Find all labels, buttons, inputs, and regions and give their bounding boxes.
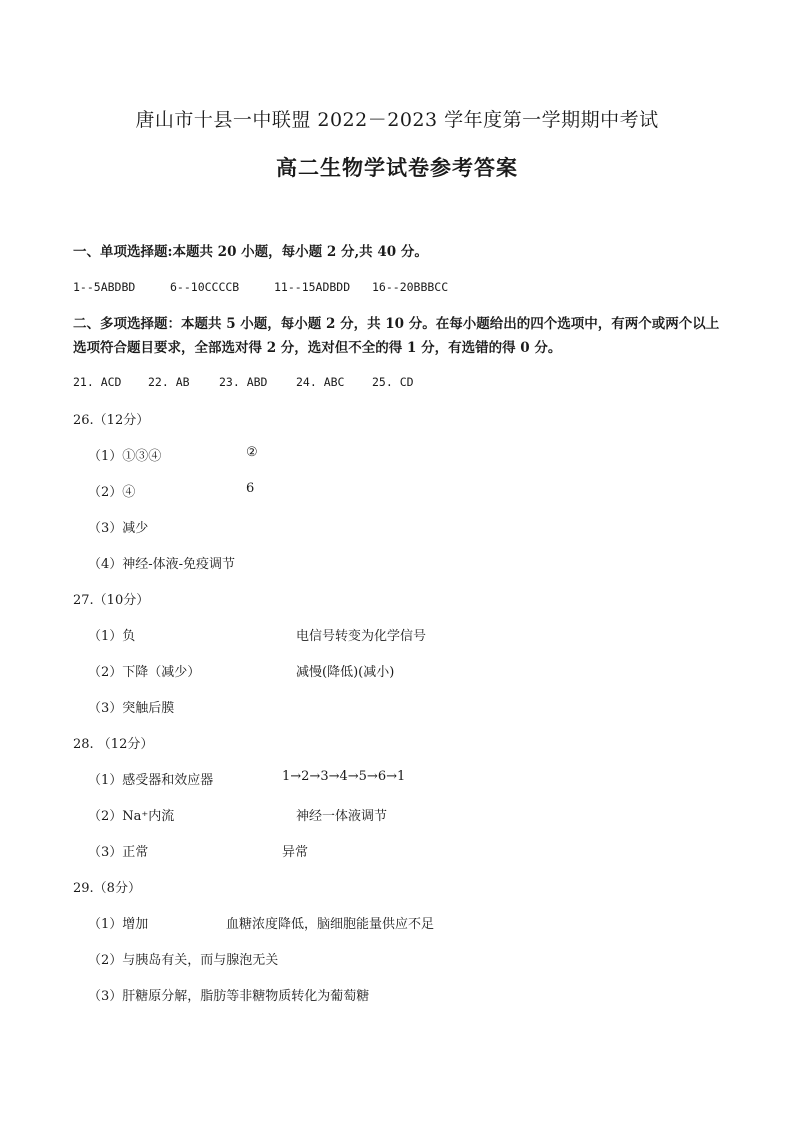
section2-answer: 24. ABC <box>296 375 345 389</box>
q28-answer-label: （1）感受器和效应器 <box>88 773 214 788</box>
q27-answer-right: 电信号转变为化学信号 <box>296 629 427 644</box>
section2-answer: 21. ACD <box>73 375 122 389</box>
q28-answer-right: 异常 <box>282 845 309 860</box>
question-28-heading: 28. （12分） <box>73 737 154 752</box>
question-26-heading: 26.（12分） <box>73 413 150 428</box>
section1-answer: 11--15ADBDD <box>274 280 351 294</box>
q29-answer-right: 血糖浓度降低，脑细胞能量供应不足 <box>226 917 435 932</box>
q26-answer-right: ② <box>246 445 258 460</box>
q26-answer-label: （4）神经-体液-免疫调节 <box>88 557 236 572</box>
q27-answer-label: （3）突触后膜 <box>88 701 175 716</box>
section1-heading: 一、单项选择题:本题共 20 小题，每小题 2 分,共 40 分。 <box>73 244 428 260</box>
answer-key-title: 高二生物学试卷参考答案 <box>276 155 518 180</box>
q26-answer-right: 6 <box>246 481 255 496</box>
q27-answer-label: （2）下降（减少） <box>88 665 201 680</box>
section2-answer: 23. ABD <box>219 375 268 389</box>
section2-answer: 25. CD <box>372 375 414 389</box>
section2-answer: 22. AB <box>148 375 190 389</box>
section1-answer: 16--20BBBCC <box>372 280 449 294</box>
q29-answer-label: （1）增加 <box>88 917 149 932</box>
q28-answer-right: 神经一体液调节 <box>296 809 388 824</box>
question-27-heading: 27.（10分） <box>73 593 150 608</box>
q28-answer-label: （3）正常 <box>88 845 149 860</box>
q29-answer-label: （2）与胰岛有关，而与腺泡无关 <box>88 953 279 968</box>
q26-answer-label: （3）减少 <box>88 521 149 536</box>
section1-answer: 1--5ABDBD <box>73 280 136 294</box>
section2-heading: 二、多项选择题：本题共 5 小题，每小题 2 分，共 10 分。在每小题给出的四个选项中，有两个或两个以上选项符合题目要求，全部选对得 2 分，选对但不全的得 1 分，有选错的得 0 分。 <box>73 316 720 356</box>
q26-answer-label: （2）④ <box>88 485 136 500</box>
question-29-heading: 29.（8分） <box>73 881 141 896</box>
exam-title: 唐山市十县一中联盟 2022－2023 学年度第一学期期中考试 <box>135 109 659 131</box>
q28-answer-right: 1→2→3→4→5→6→1 <box>282 769 406 784</box>
q28-answer-label: （2）Na⁺内流 <box>88 809 175 824</box>
q29-answer-label: （3）肝糖原分解，脂肪等非糖物质转化为葡萄糖 <box>88 989 370 1004</box>
q27-answer-label: （1）负 <box>88 629 136 644</box>
q27-answer-right: 减慢(降低)(减小) <box>296 665 395 680</box>
q26-answer-label: （1）①③④ <box>88 449 162 464</box>
section1-answer: 6--10CCCCB <box>170 280 240 294</box>
